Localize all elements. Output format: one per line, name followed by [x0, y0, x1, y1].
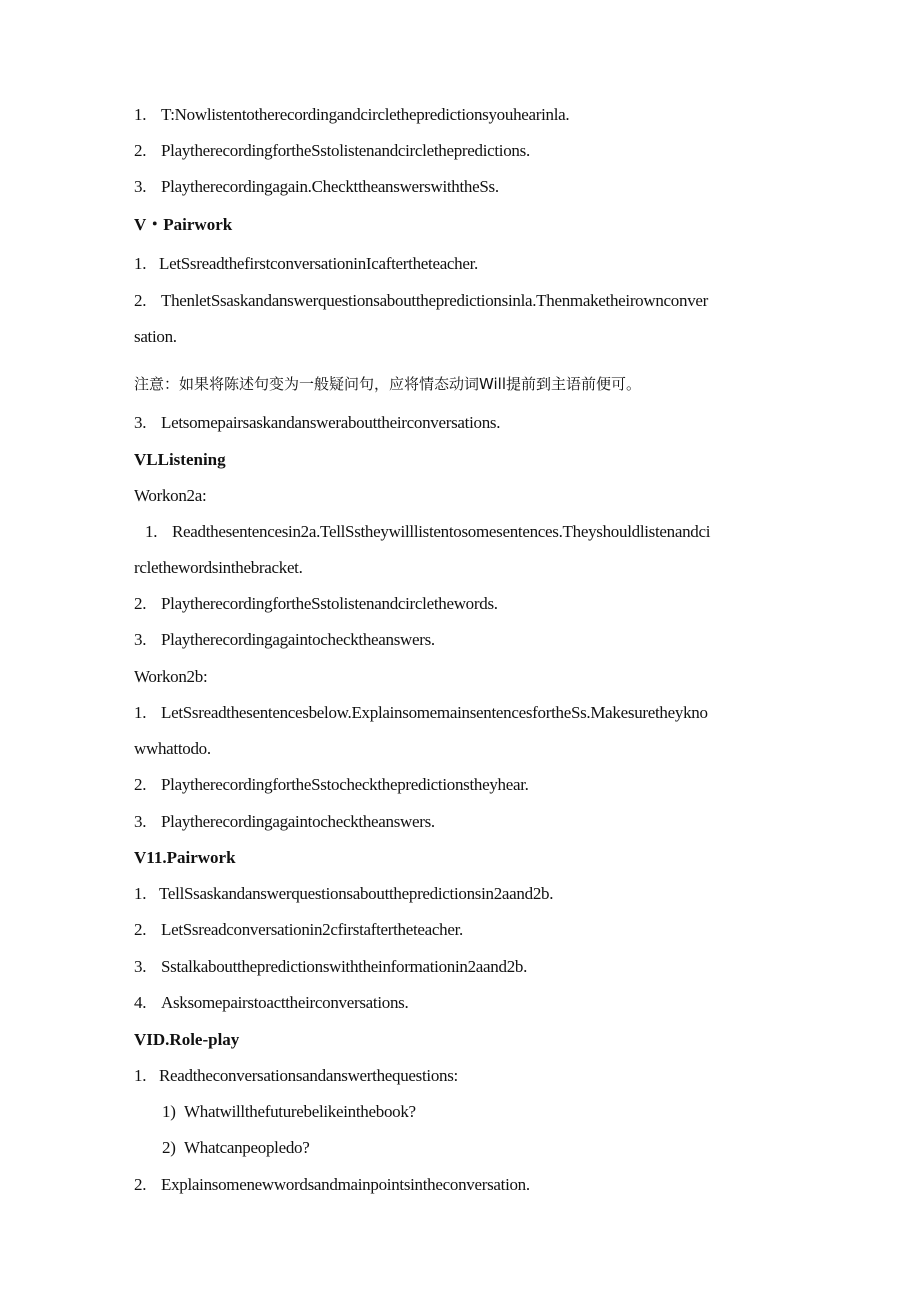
step-line: 3. Playtherecordingagaintochecktheanswers.	[134, 630, 435, 649]
step-line: 3. Playtherecordingagaintochecktheanswers.	[134, 812, 435, 831]
step-line: 2. PlaytherecordingfortheSstolistenandcirclethepredictions.	[134, 141, 530, 160]
step-line: 2. LetSsreadconversationin2cfirstaftertheteacher.	[134, 920, 463, 939]
step-line: 3. Playtherecordingagain.CheckttheanswerswiththeSs.	[134, 177, 499, 196]
step-line-continuation: rclethewordsinthebracket.	[134, 558, 303, 577]
subsection-label: Workon2a:	[134, 486, 207, 505]
step-line: 3. Letsomepairsaskandanswerabouttheirconversations.	[134, 413, 501, 432]
step-line: 2. PlaytherecordingfortheSstolistenandcirclethewords.	[134, 594, 498, 613]
subsection-label: Workon2b:	[134, 667, 208, 686]
step-line: 1. LetSsreadthefirstconversationinIcaftertheteacher.	[134, 254, 479, 273]
step-line: 2. PlaytherecordingfortheSstocheckthepredictionstheyhear.	[134, 775, 529, 794]
step-line: 2. Explainsomenewwordsandmainpointsintheconversation.	[134, 1175, 530, 1194]
section-heading-role-play: VID.Role-play	[134, 1030, 240, 1049]
step-line: 1. Readtheconversationsandanswerthequestions:	[134, 1066, 458, 1085]
section-heading-listening: VLListening	[134, 450, 226, 469]
question-line: 1) Whatwillthefuturebelikeinthebook?	[162, 1102, 416, 1121]
section-heading-pairwork: V・Pairwork	[134, 215, 233, 234]
step-line: 1. TellSsaskandanswerquestionsaboutthepredictionsin2aand2b.	[134, 884, 554, 903]
step-line: 4. Asksomepairstoacttheirconversations.	[134, 993, 409, 1012]
step-line: 3. Sstalkaboutthepredictionswiththeinformationin2aand2b.	[134, 957, 528, 976]
section-heading-pairwork-2: V11.Pairwork	[134, 848, 236, 867]
step-line: 2. ThenletSsaskandanswerquestionsaboutthepredictionsinla.Thenmaketheirownconver	[134, 291, 709, 310]
step-line-continuation: wwhattodo.	[134, 739, 211, 758]
step-line: 1. Readthesentencesin2a.TellSstheywilllistentosomesentences.Theyshouldlistenandci	[145, 522, 711, 541]
step-line: 1. LetSsreadthesentencesbelow.ExplainsomemainsentencesfortheSs.Makesuretheykno	[134, 703, 708, 722]
step-line-continuation: sation.	[134, 327, 177, 346]
question-line: 2) Whatcanpeopledo?	[162, 1138, 310, 1157]
note-line: 注意：如果将陈述句变为一般疑问句，应将情态动词Will提前到主语前便可。	[134, 375, 642, 393]
step-line: 1. T:Nowlistentotherecordingandcirclethepredictionsyouhearinla.	[134, 105, 570, 124]
